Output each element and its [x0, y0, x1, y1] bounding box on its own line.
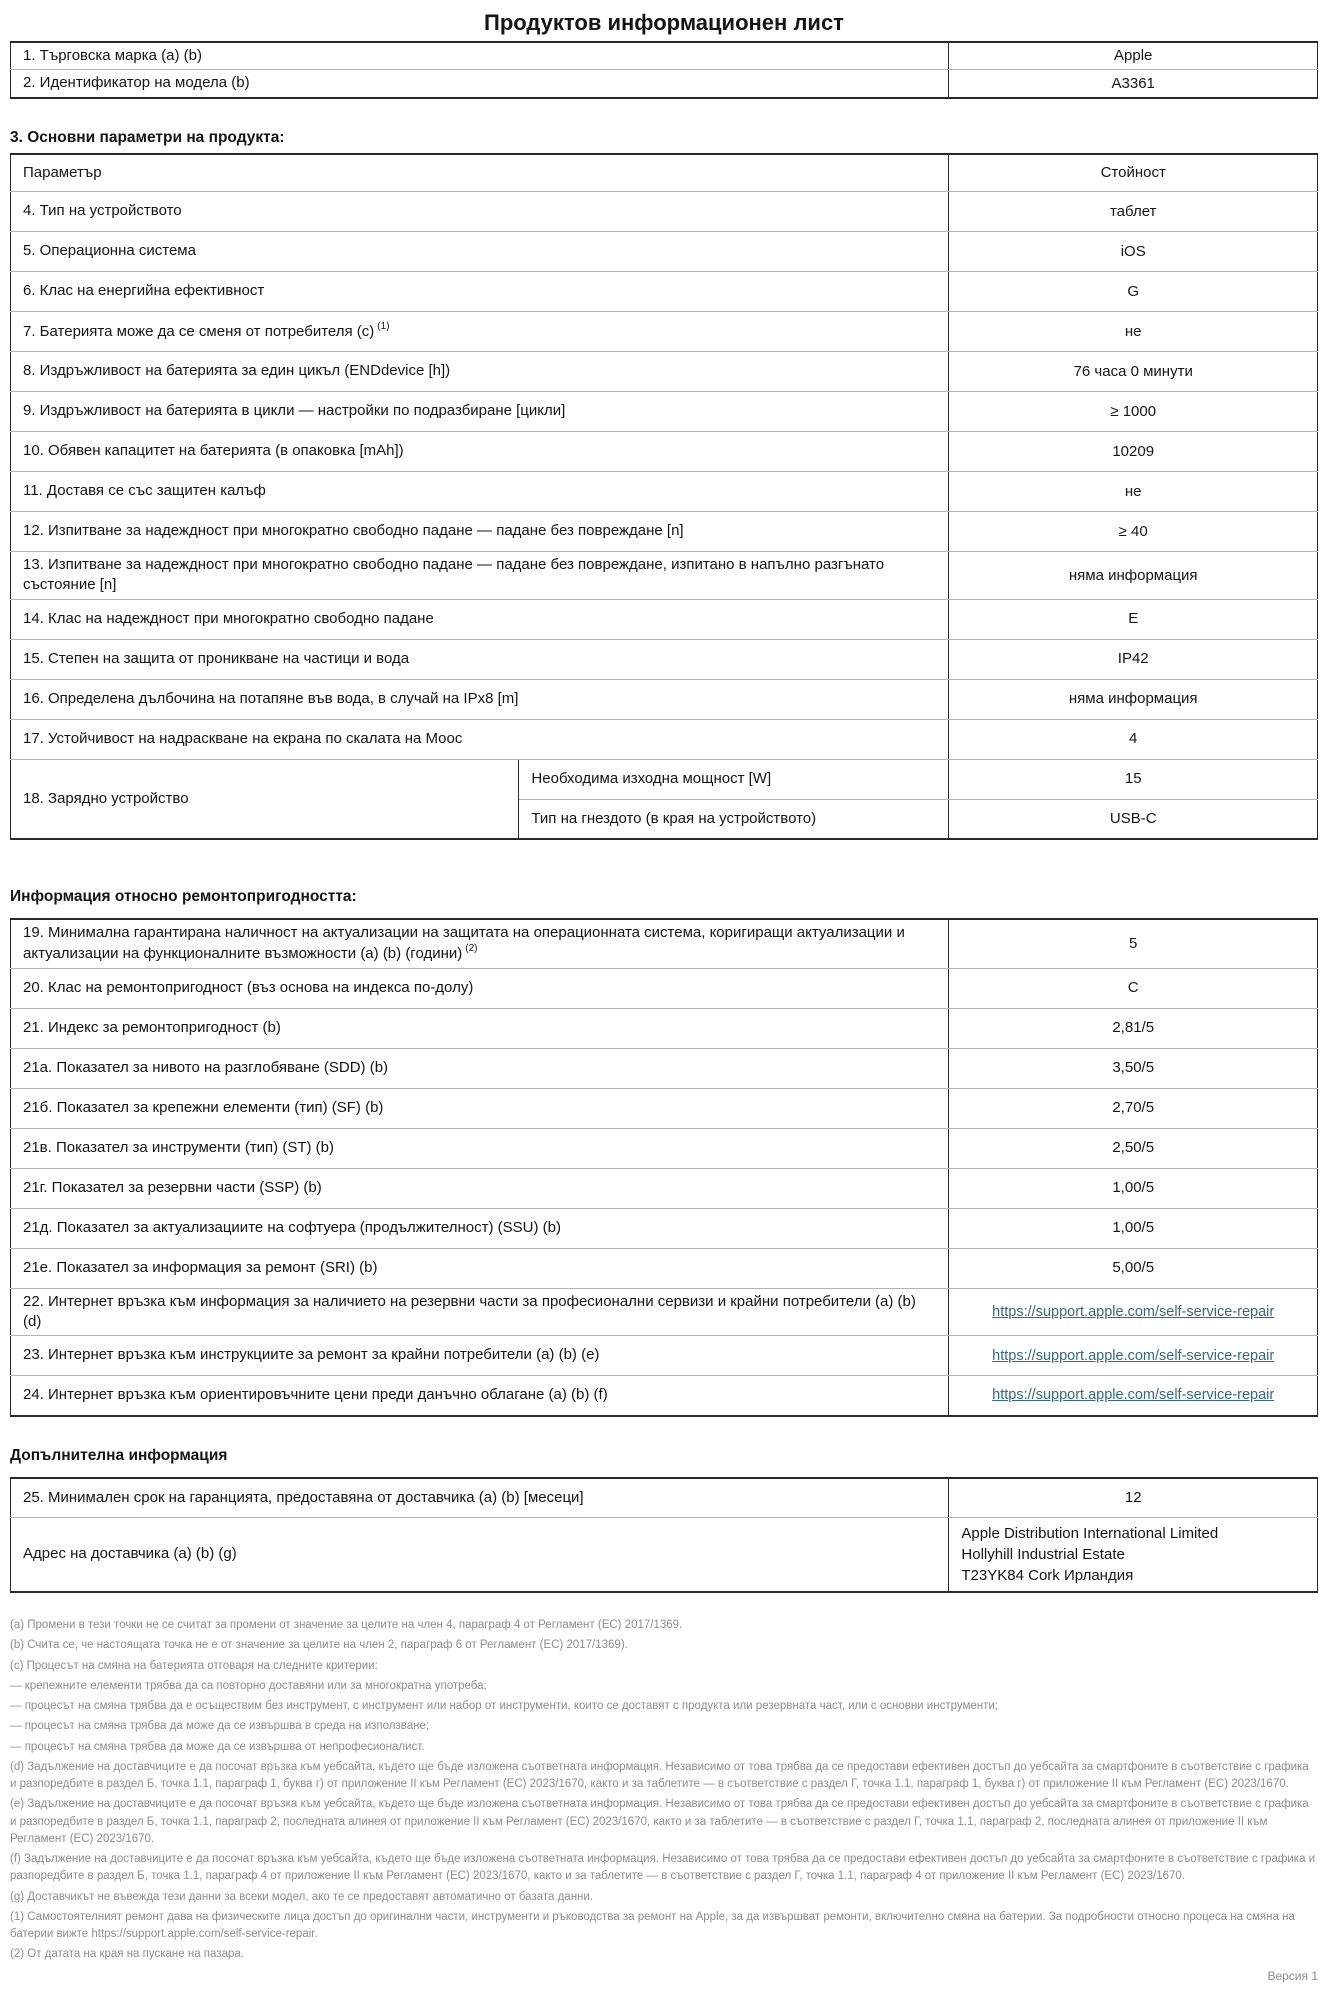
- param-value: C: [949, 968, 1318, 1008]
- table-row: [11, 1336, 1318, 1376]
- identification-table: [10, 41, 1318, 99]
- param-label: 9. Издръжливост на батерията в цикли — настройки по подразбиране [цикли]: [11, 392, 949, 432]
- param-value: ≥ 40: [949, 512, 1318, 552]
- param-label: 21а. Показател за нивото на разглобяване (SDD) (b): [11, 1048, 949, 1088]
- table-row: [11, 1048, 1318, 1088]
- param-label: 4. Тип на устройството: [11, 192, 949, 232]
- version-label: Версия 1: [1267, 1968, 1318, 1983]
- param-label: 21е. Показател за информация за ремонт (SRI) (b): [11, 1248, 949, 1288]
- table-row: [11, 968, 1318, 1008]
- param-value: не: [949, 472, 1318, 512]
- param-value: 12: [949, 1478, 1318, 1518]
- param-value: 10209: [949, 432, 1318, 472]
- footnote: (c) Процесът на смяна на батерията отговаря на следните критерии:: [10, 1659, 378, 1672]
- footnote: (1) Самостоятелният ремонт дава на физическите лица достъп до оригинални части, инструменти и ръководства за ремонт на Apple, за да извършват ремонти, включително смяна на батерии. За подробности относно процеса на смяна на батерии вижте https://support.apple.com/self-service-repair.: [10, 1910, 1295, 1940]
- table-row: [11, 1208, 1318, 1248]
- additional-info-table: [10, 1477, 1318, 1594]
- main-params-table: [10, 153, 1318, 841]
- table-row: [11, 70, 1318, 98]
- column-header-param: Параметър: [11, 154, 949, 192]
- table-row: [11, 719, 1318, 759]
- table-row: [11, 919, 1318, 968]
- footnote: (b) Счита се, че настоящата точка не е от значение за целите на член 2, параграф 6 от Регламент (ЕС) 2017/1369).: [10, 1639, 628, 1652]
- param-label: 21б. Показател за крепежни елементи (тип) (SF) (b): [11, 1088, 949, 1128]
- self-service-repair-link[interactable]: https://support.apple.com/self-service-repair: [992, 1347, 1275, 1364]
- param-value: няма информация: [949, 552, 1318, 600]
- table-row: [11, 1088, 1318, 1128]
- table-row: [11, 192, 1318, 232]
- footnote-ref-2: (2): [465, 943, 478, 955]
- param-label: 24. Интернет връзка към ориентировъчните цени преди данъчно облагане (a) (b) (f): [11, 1376, 949, 1416]
- param-label: 21г. Показател за резервни части (SSP) (b): [11, 1168, 949, 1208]
- footnotes-block: [10, 1617, 1318, 1964]
- footnote: (f) Задължение на доставчиците е да посочат връзка към уебсайта, където ще бъде изложена съответната информация. Независимо от това трябва да се предостави ефективен достъп до уебсайта за смартфоните в съответствие с графика и разпоредбите в раздел Б, точка 1.1, параграф 4 от приложение II към Регламент (ЕС) 2023/1670, както и за таблетите — в съответствие с раздел Г, точка 1.1, параграф 4 от приложение II към Регламент (ЕС) 2023/1670.: [10, 1853, 1316, 1883]
- table-row: [11, 432, 1318, 472]
- param-label: 21в. Показател за инструменти (тип) (ST) (b): [11, 1128, 949, 1168]
- param-label: 10. Обявен капацитет на батерията (в опаковка [mAh]): [11, 432, 949, 472]
- param-label: 14. Клас на надеждност при многократно свободно падане: [11, 599, 949, 639]
- table-row: [11, 1288, 1318, 1336]
- param-label: 17. Устойчивост на надраскване на екрана по скалата на Моос: [11, 719, 949, 759]
- param-sublabel: Необходима изходна мощност [W]: [519, 759, 949, 799]
- param-label: 20. Клас на ремонтопригодност (въз основа на индекса по-долу): [11, 968, 949, 1008]
- param-label: 16. Определена дълбочина на потапяне във вода, в случай на IPx8 [m]: [11, 679, 949, 719]
- supplier-address: [949, 1518, 1318, 1593]
- param-sublabel: Тип на гнездото (в края на устройството): [519, 799, 949, 839]
- section-repairability-heading: Информация относно ремонтопригодността:: [10, 888, 357, 905]
- footnote: (d) Задължение на доставчиците е да посочат връзка към уебсайта, където ще бъде изложена съответната информация. Независимо от това трябва да се предостави ефективен достъп до уебсайта за смартфоните в съответствие с графика и разпоредбите в раздел Б, точка 1.1, параграф 1, буква г) от приложение II към Регламент (ЕС) 2023/1670, както и за таблетите — в съответствие с раздел Г, точка 1.1, параграф 1, буква г) от приложение II към Регламент (ЕС) 2023/1670.: [10, 1760, 1309, 1790]
- param-value: 76 часа 0 минути: [949, 352, 1318, 392]
- address-line: Hollyhill Industrial Estate: [961, 1546, 1125, 1563]
- param-label: 8. Издръжливост на батерията за един цикъл (ENDdevice [h]): [11, 352, 949, 392]
- footnote: — процесът на смяна трябва да може да се извършва в среда на използване;: [10, 1720, 430, 1733]
- section-main-params-heading: 3. Основни параметри на продукта:: [10, 128, 285, 146]
- table-row: [11, 272, 1318, 312]
- param-value: A3361: [949, 70, 1318, 98]
- table-row: [11, 679, 1318, 719]
- address-line: T23YK84 Cork Ирландия: [961, 1567, 1134, 1584]
- self-service-repair-link[interactable]: https://support.apple.com/self-service-repair: [992, 1387, 1275, 1404]
- table-row: [11, 312, 1318, 352]
- section-additional-heading: Допълнителна информация: [10, 1446, 228, 1464]
- param-value: [949, 1288, 1318, 1336]
- param-label: 12. Изпитване за надеждност при многократно свободно падане — падане без повреждане [n]: [11, 512, 949, 552]
- address-line: Apple Distribution International Limited: [961, 1525, 1219, 1542]
- param-value: E: [949, 599, 1318, 639]
- param-value: iOS: [949, 232, 1318, 272]
- param-value: 3,50/5: [949, 1048, 1318, 1088]
- param-value: G: [949, 272, 1318, 312]
- self-service-repair-link[interactable]: https://support.apple.com/self-service-repair: [992, 1303, 1275, 1320]
- param-label: 19. Минимална гарантирана наличност на актуализации на защитата на операционната система, коригиращи актуализации и актуализации на функционалните възможности (a) (b) (години) $^{(2)}$: [11, 919, 949, 968]
- footnote: (a) Промени в тези точки не се считат за промени от значение за целите на член 4, параграф 4 от Регламент (ЕС) 2017/1369.: [10, 1619, 683, 1631]
- param-label: 18. Зарядно устройство: [11, 759, 519, 839]
- param-label: 5. Операционна система: [11, 232, 949, 272]
- table-row: [11, 1248, 1318, 1288]
- column-header-value: Стойност: [949, 154, 1318, 192]
- param-label: 6. Клас на енергийна ефективност: [11, 272, 949, 312]
- param-value: 2,81/5: [949, 1008, 1318, 1048]
- page-title: Продуктов информационен лист: [484, 10, 844, 35]
- param-label: 1. Търговска марка (a) (b): [11, 42, 949, 70]
- footnote: (g) Доставчикът не въвежда тези данни за всеки модел, ако те се предоставят автоматично от базата данни.: [10, 1890, 594, 1903]
- table-row: [11, 639, 1318, 679]
- param-label: 22. Интернет връзка към информация за наличието на резервни части за професионални сервизи и крайни потребители (a) (b) (d): [11, 1288, 949, 1336]
- param-label: 25. Минимален срок на гаранцията, предоставяна от доставчика (a) (b) [месеци]: [11, 1478, 949, 1518]
- footnote-ref-1: (1): [377, 320, 390, 332]
- param-label: 21. Индекс за ремонтопригодност (b): [11, 1008, 949, 1048]
- param-label: Адрес на доставчика (a) (b) (g): [11, 1518, 949, 1593]
- param-value: ≥ 1000: [949, 392, 1318, 432]
- table-row: [11, 552, 1318, 600]
- param-value: 5: [949, 919, 1318, 968]
- table-row: [11, 232, 1318, 272]
- table-row: [11, 1478, 1318, 1518]
- table-row: [11, 392, 1318, 432]
- param-value: USB-C: [949, 799, 1318, 839]
- table-row: [11, 1128, 1318, 1168]
- param-value: 1,00/5: [949, 1208, 1318, 1248]
- param-value: [949, 1376, 1318, 1416]
- table-row: [11, 1008, 1318, 1048]
- param-value: 15: [949, 759, 1318, 799]
- param-label: 15. Степен на защита от проникване на частици и вода: [11, 639, 949, 679]
- footnote: (2) От датата на края на пускане на пазара.: [10, 1948, 244, 1961]
- table-row: [11, 1376, 1318, 1416]
- param-value: не: [949, 312, 1318, 352]
- table-row: [11, 1168, 1318, 1208]
- param-value: 5,00/5: [949, 1248, 1318, 1288]
- table-row: [11, 352, 1318, 392]
- param-value: 4: [949, 719, 1318, 759]
- param-label: 7. Батерията може да се сменя от потребителя (c) $^{(1)}$: [11, 312, 949, 352]
- param-label: 13. Изпитване за надеждност при многократно свободно падане — падане без повреждане, изпитано в напълно разгънато състояние [n]: [11, 552, 949, 600]
- param-value: Apple: [949, 42, 1318, 70]
- table-header-row: [11, 154, 1318, 192]
- param-value: 2,50/5: [949, 1128, 1318, 1168]
- param-value: 1,00/5: [949, 1168, 1318, 1208]
- param-label: 21д. Показател за актуализациите на софтуера (продължителност) (SSU) (b): [11, 1208, 949, 1248]
- table-row: [11, 42, 1318, 70]
- table-row: [11, 599, 1318, 639]
- param-value: [949, 1336, 1318, 1376]
- footnote: — процесът на смяна трябва да е осъществим без инструмент, с инструмент или набор от инструменти, които се доставят с продукта или резервната част, или с основни инструменти;: [10, 1700, 999, 1712]
- param-label: 2. Идентификатор на модела (b): [11, 70, 949, 98]
- table-row: [11, 472, 1318, 512]
- table-row-supplier-address: [11, 1518, 1318, 1593]
- footnote: (e) Задължение на доставчиците е да посочат връзка към уебсайта, където ще бъде изложена съответната информация. Независимо от това трябва да се предостави ефективен достъп до уебсайта за смартфоните в съответствие с графика и разпоредбите в раздел Б, точка 1.1, параграф 2, последната алинея от приложение II към Регламент (ЕС) 2023/1670, както и за таблетите — в съответствие с раздел Г, точка 1.1, параграф 2, последната алинея от приложение II към Регламент (ЕС) 2023/1670.: [10, 1798, 1309, 1845]
- footnote: — процесът на смяна трябва да може да се извършва от непрофесионалист.: [10, 1740, 425, 1753]
- table-row: [11, 512, 1318, 552]
- param-value: IP42: [949, 639, 1318, 679]
- param-value: таблет: [949, 192, 1318, 232]
- footnote: — крепежните елементи трябва да са повторно доставяни или за многократна употреба;: [10, 1679, 487, 1692]
- param-value: 2,70/5: [949, 1088, 1318, 1128]
- repairability-table: [10, 918, 1318, 1417]
- param-label: 23. Интернет връзка към инструкциите за ремонт за крайни потребители (a) (b) (e): [11, 1336, 949, 1376]
- param-value: няма информация: [949, 679, 1318, 719]
- param-label: 11. Доставя се със защитен калъф: [11, 472, 949, 512]
- table-row-charger: [11, 759, 1318, 799]
